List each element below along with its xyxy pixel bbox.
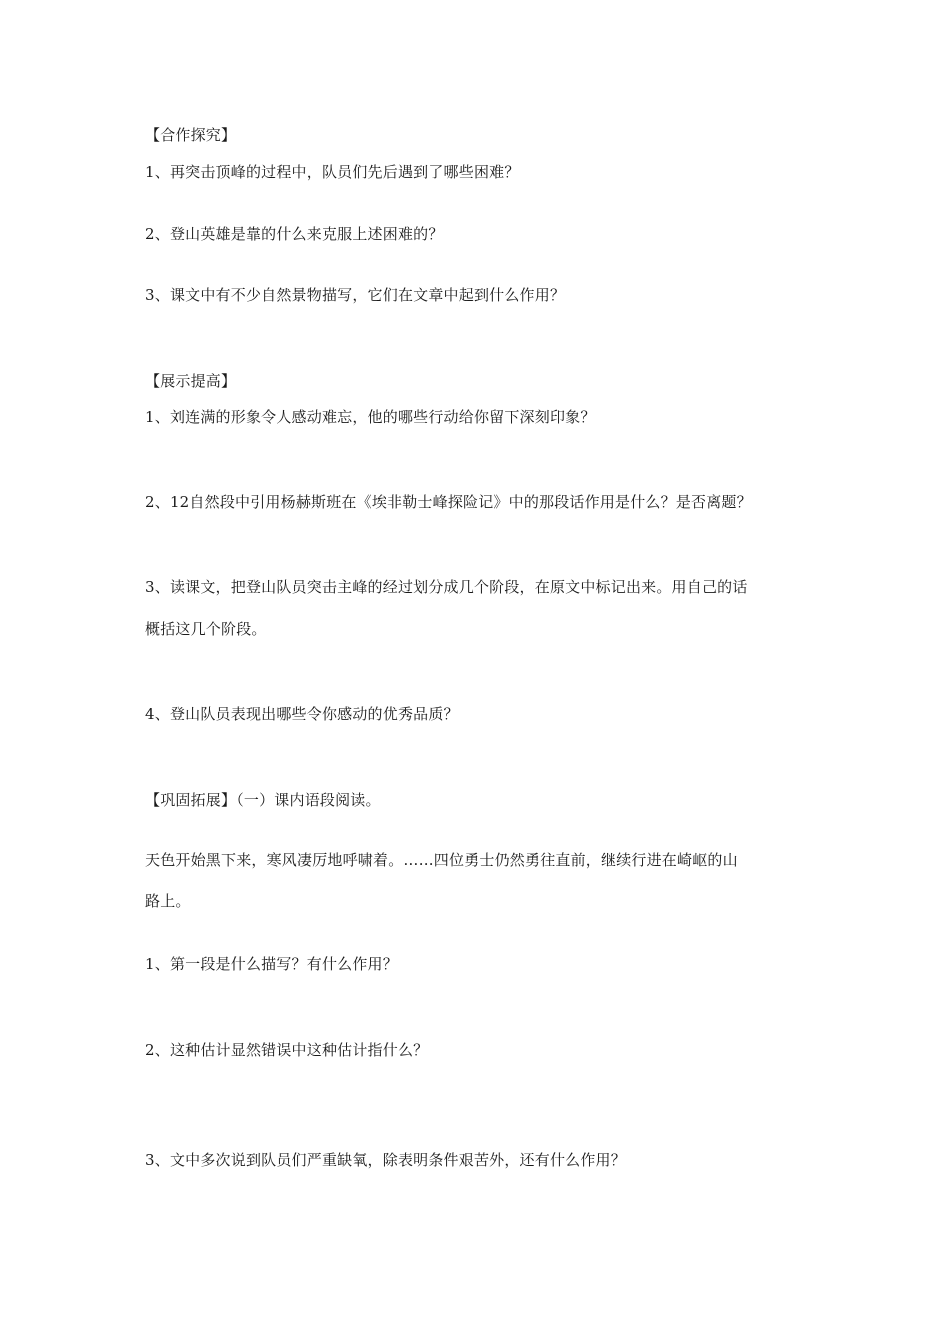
question-item: 3、读课文，把登山队员突击主峰的经过划分成几个阶段，在原文中标记出来。用自己的话 bbox=[145, 578, 748, 596]
section-heading-cooperative-inquiry: 【合作探究】 bbox=[145, 126, 237, 144]
question-item: 2、12自然段中引用杨赫斯班在《埃非勒士峰探险记》中的那段话作用是什么？是否离题？ bbox=[145, 493, 752, 511]
question-item: 3、文中多次说到队员们严重缺氧，除表明条件艰苦外，还有什么作用？ bbox=[145, 1151, 626, 1169]
section-heading-presentation: 【展示提高】 bbox=[145, 372, 237, 390]
section-heading-consolidation: 【巩固拓展】（一）课内语段阅读。 bbox=[145, 791, 381, 809]
question-item: 1、第一段是什么描写？有什么作用？ bbox=[145, 955, 398, 973]
question-item-continuation: 概括这几个阶段。 bbox=[145, 620, 267, 638]
question-item: 1、刘连满的形象令人感动难忘，他的哪些行动给你留下深刻印象？ bbox=[145, 408, 596, 426]
reading-passage-line: 天色开始黑下来，寒风凄厉地呼啸着。……四位勇士仍然勇往直前，继续行进在崎岖的山 bbox=[145, 851, 738, 869]
question-item: 1、再突击顶峰的过程中，队员们先后遇到了哪些困难？ bbox=[145, 163, 520, 181]
question-item: 4、登山队员表现出哪些令你感动的优秀品质？ bbox=[145, 705, 459, 723]
reading-passage-line: 路上。 bbox=[145, 892, 191, 910]
question-item: 2、这种估计显然错误中这种估计指什么？ bbox=[145, 1041, 429, 1059]
question-item: 3、课文中有不少自然景物描写，它们在文章中起到什么作用？ bbox=[145, 286, 566, 304]
question-item: 2、登山英雄是靠的什么来克服上述困难的？ bbox=[145, 225, 444, 243]
